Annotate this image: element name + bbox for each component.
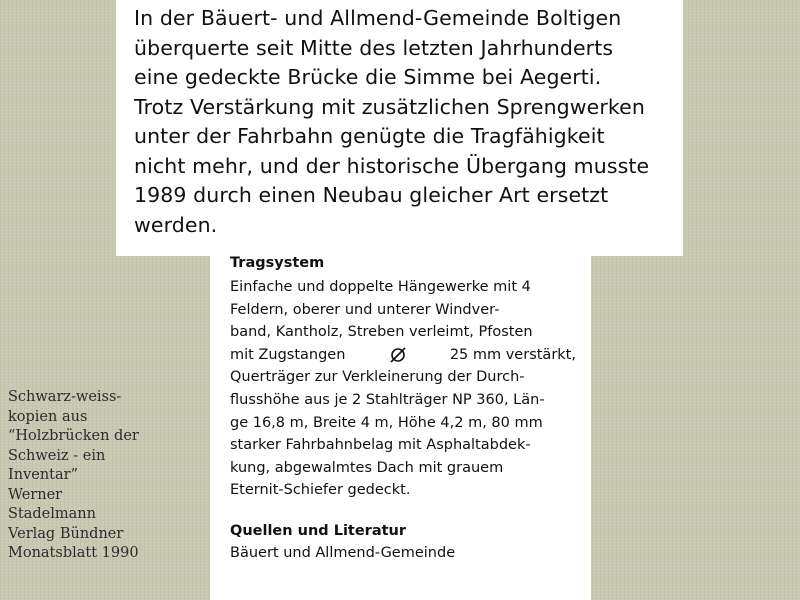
text-line-part: mit Zugstangen (230, 346, 346, 363)
text-line: Feldern, oberer und unterer Windver- (230, 301, 500, 318)
text-line: Querträger zur Verkleinerung der Durch- (230, 369, 525, 386)
caption-line: Werner (8, 486, 63, 503)
text-line: kung, abgewalmtes Dach mit grauem (230, 459, 504, 476)
text-line-diameter (230, 344, 576, 367)
paragraph-line: eine gedeckte Brücke die Simme bei Aegerti. (134, 65, 602, 89)
caption-line: Inventar” (8, 467, 78, 483)
sources-text: Bäuert und Allmend-Gemeinde (230, 544, 456, 561)
caption-line: Verlag Bündner (8, 525, 124, 542)
caption-line: Schweiz - ein (8, 447, 106, 464)
caption-line: Monatsblatt 1990 (8, 545, 139, 561)
diameter-icon (388, 347, 408, 363)
paragraph-line: nicht mehr, und der historische Übergang musste (134, 153, 650, 178)
source-caption (8, 388, 168, 564)
caption-line: kopien aus (8, 408, 88, 425)
paragraph-line: 1989 durch einen Neubau gleicher Art ersetzt (134, 183, 609, 207)
tragsystem-heading: Tragsystem (230, 255, 325, 271)
paragraph-line: Trotz Verstärkung mit zusätzlichen Sprengwerken (134, 94, 645, 119)
bottom-text-clipping (210, 248, 591, 600)
paragraph-line: überquerte seit Mitte des letzten Jahrhunderts (134, 35, 614, 60)
text-line: Einfache und doppelte Hängewerke mit 4 (230, 279, 531, 295)
paragraph-line: In der Bäuert- und Allmend-Gemeinde Boltigen (134, 6, 622, 30)
caption-line: Stadelmann (8, 506, 96, 522)
sources-heading: Quellen und Literatur (230, 522, 407, 539)
bridge-history-paragraph (116, 0, 683, 240)
text-line: ge 16,8 m, Breite 4 m, Höhe 4,2 m, 80 mm (230, 414, 543, 431)
text-line: band, Kantholz, Streben verleimt, Pfosten (230, 324, 533, 341)
caption-line: Schwarz-weiss- (8, 389, 122, 405)
text-line: starker Fahrbahnbelag mit Asphaltabdek- (230, 437, 531, 454)
paragraph-line: unter der Fahrbahn genügte die Tragfähigkeit (134, 124, 605, 148)
text-line: flusshöhe aus je 2 Stahlträger NP 360, Län- (230, 391, 545, 408)
text-line-part: 25 mm verstärkt, (449, 346, 576, 363)
text-line: Eternit-Schiefer gedeckt. (230, 482, 411, 499)
top-text-clipping (116, 0, 683, 256)
tragsystem-text (230, 276, 591, 502)
caption-line: “Holzbrücken der (8, 428, 139, 444)
paragraph-line: werden. (134, 212, 218, 237)
